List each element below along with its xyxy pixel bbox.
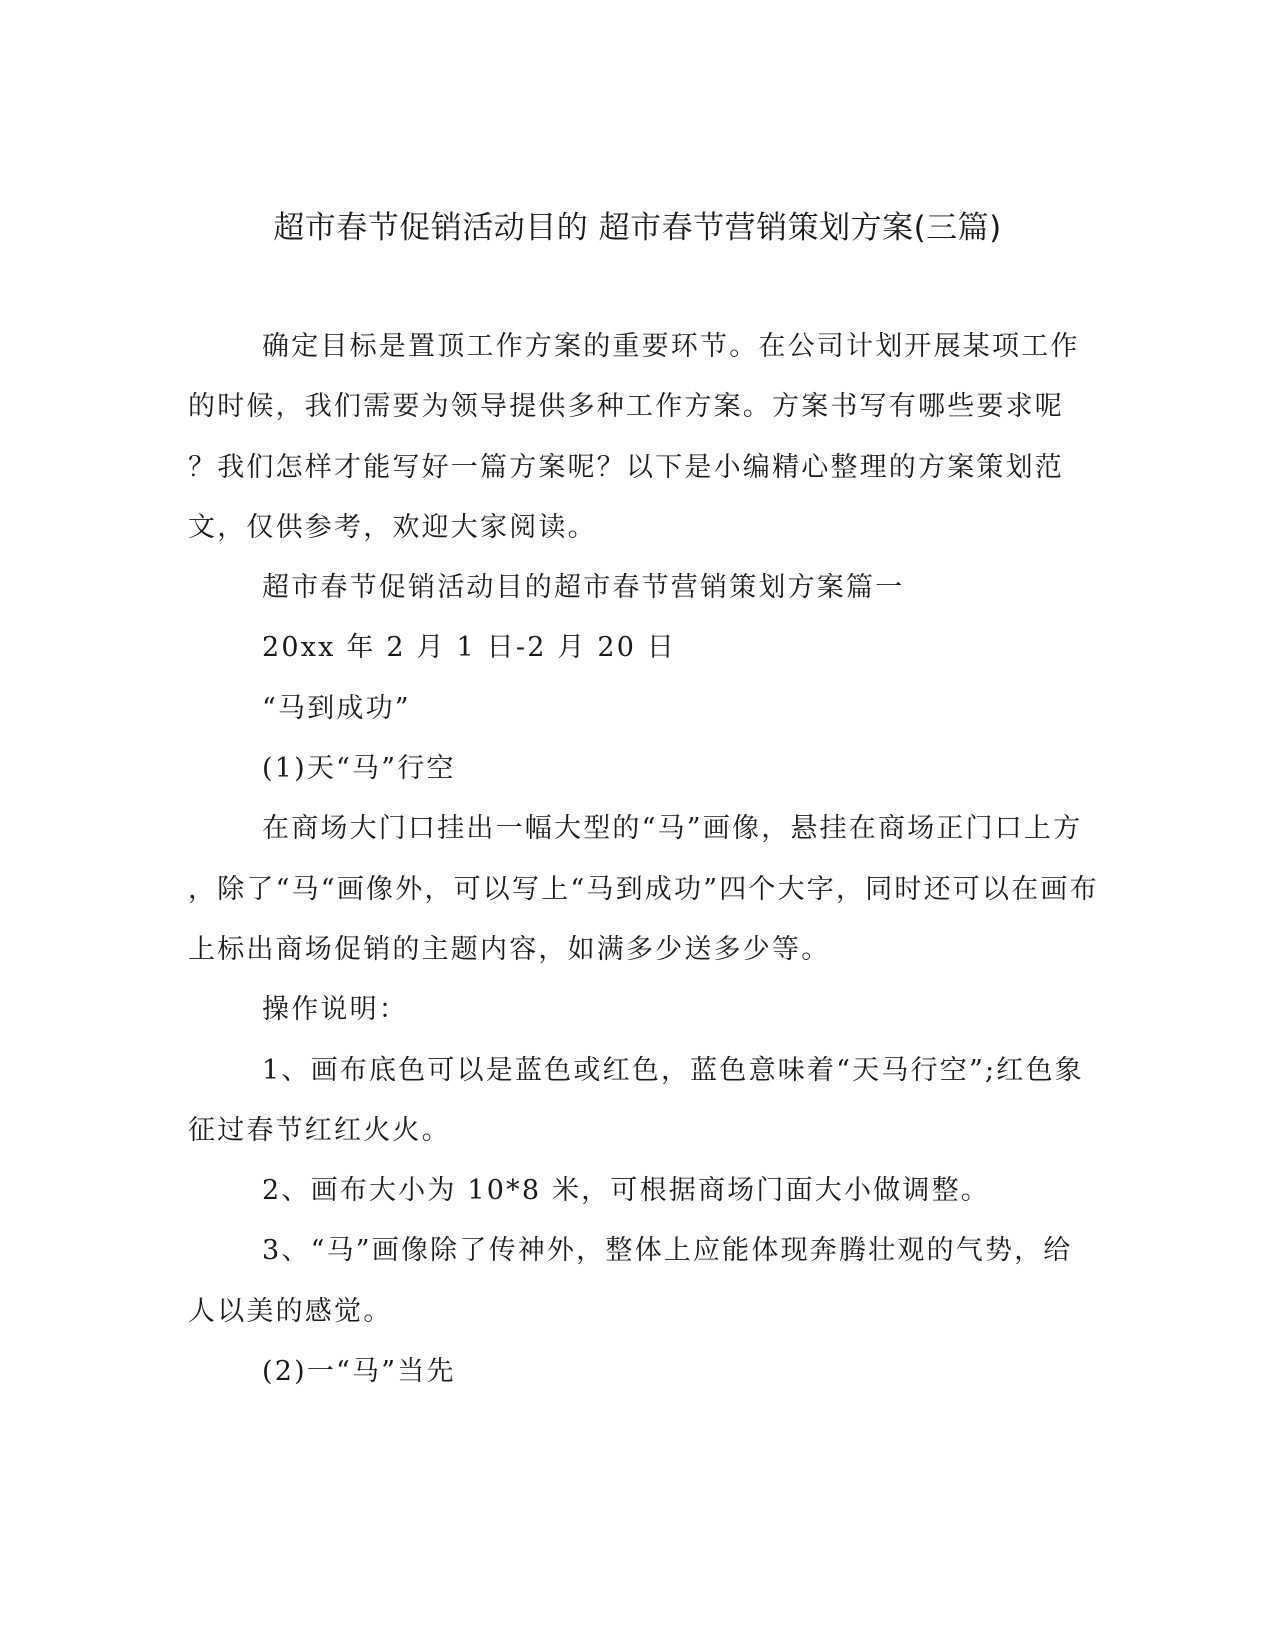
paragraph-line: ，除了“马“画像外，可以写上“马到成功”四个大字，同时还可以在画布 [188, 873, 1099, 905]
paragraph-line: 上标出商场促销的主题内容，如满多少送多少等。 [188, 933, 831, 965]
paragraph-line: 确定目标是置顶工作方案的重要环节。在公司计划开展某项工作 [262, 331, 1080, 362]
paragraph-line: 文，仅供参考，欢迎大家阅读。 [188, 511, 597, 543]
instructions-label: 操作说明： [262, 994, 408, 1026]
list-item: 3、“马”画像除了传神外，整体上应能体现奔腾壮观的气势，给 [262, 1235, 1073, 1267]
date-range: 20xx 年 2 月 1 日-2 月 20 日 [262, 632, 677, 664]
paragraph-line: 的时候，我们需要为领导提供多种工作方案。方案书写有哪些要求呢 [188, 391, 1064, 423]
list-item-continuation: 人以美的感觉。 [188, 1295, 393, 1327]
paragraph-line: 在商场大门口挂出一幅大型的“马”画像，悬挂在商场正门口上方 [262, 813, 1083, 845]
document-body [188, 327, 1099, 1412]
subsection-heading: (2)一“马”当先 [262, 1356, 456, 1388]
paragraph-line: ？我们怎样才能写好一篇方案呢？以下是小编精心整理的方案策划范 [188, 451, 1064, 483]
list-item: 2、画布大小为 10*8 米，可根据商场门面大小做调整。 [262, 1175, 990, 1207]
section-heading: 超市春节促销活动目的超市春节营销策划方案篇一 [262, 572, 905, 604]
theme-line: “马到成功” [262, 692, 411, 724]
document-title: 超市春节促销活动目的 超市春节营销策划方案(三篇) [273, 210, 1002, 246]
subsection-heading: (1)天“马”行空 [262, 753, 456, 785]
list-item-continuation: 征过春节红红火火。 [188, 1114, 451, 1146]
list-item: 1、画布底色可以是蓝色或红色，蓝色意味着“天马行空”;红色象 [262, 1054, 1084, 1086]
